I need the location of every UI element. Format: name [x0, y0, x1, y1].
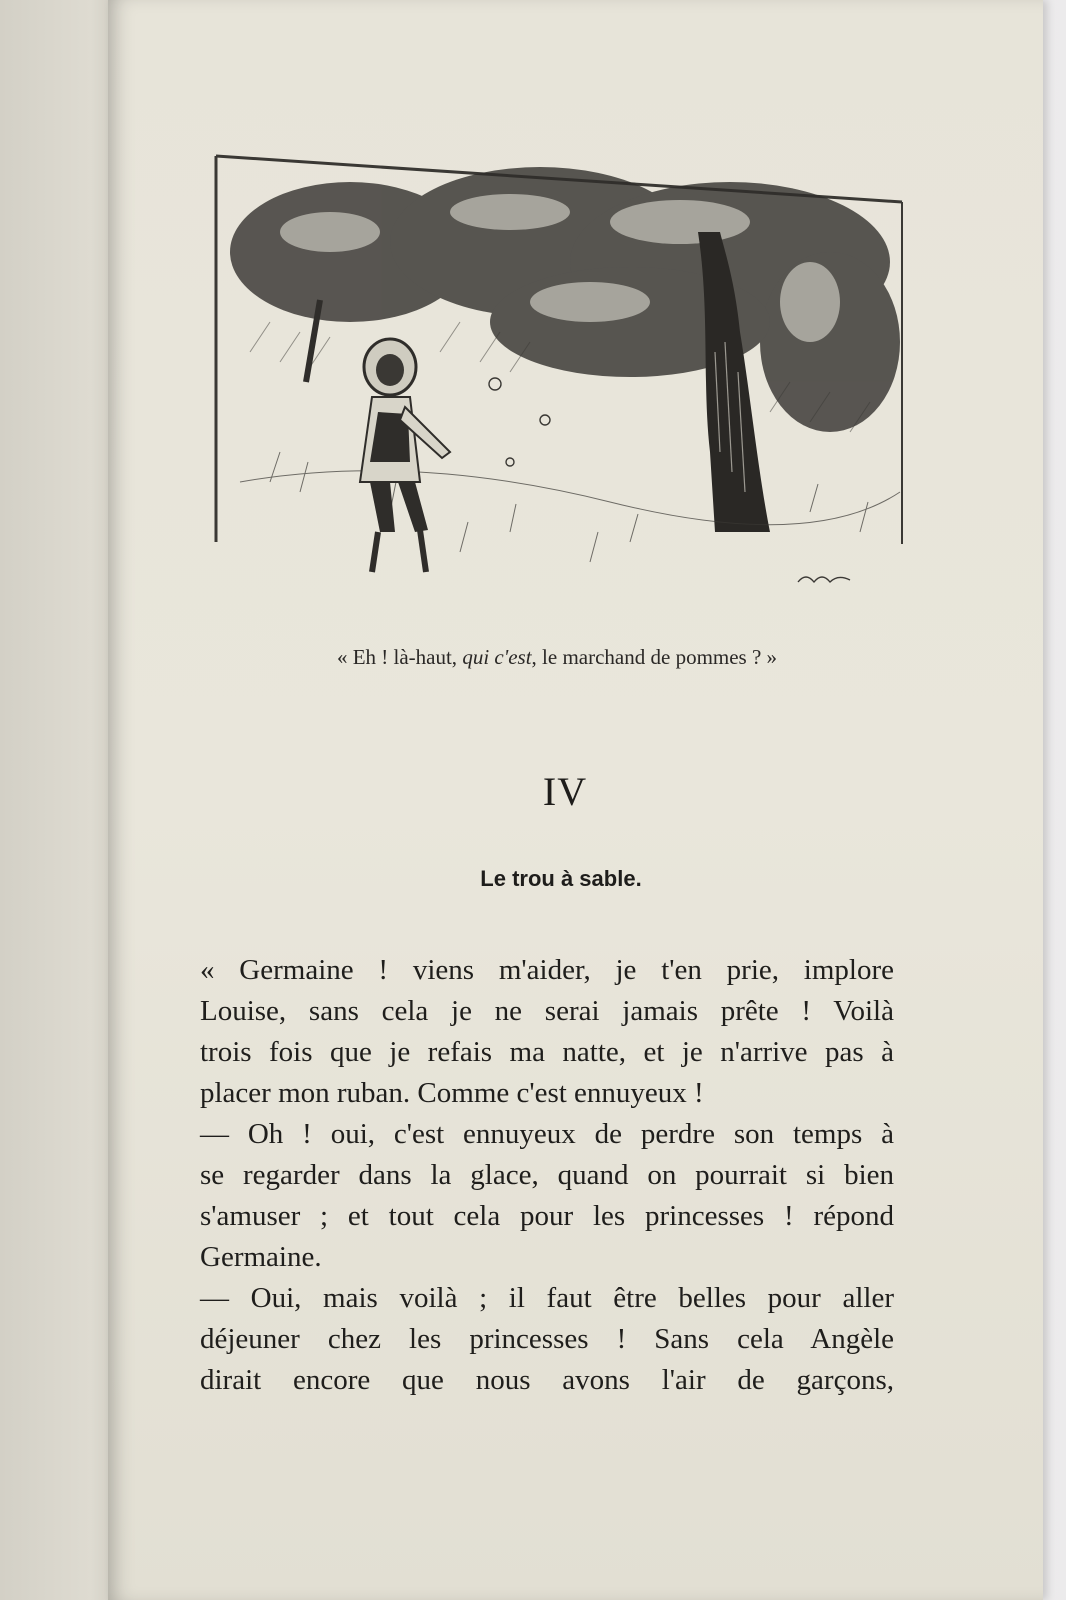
body-line-2: Louise, sans cela je ne serai jamais prête ! Voilà — [200, 995, 894, 1027]
body-line-10: déjeuner chez les princesses ! Sans cela Angèle — [200, 1323, 894, 1355]
body-line-3: trois fois que je refais ma natte, et je n'arrive pas à — [200, 1036, 894, 1068]
body-line-5: — Oh ! oui, c'est ennuyeux de perdre son temps à — [200, 1118, 894, 1150]
chapter-title: Le trou à sable. — [480, 866, 642, 891]
signature-icon — [798, 577, 850, 582]
engraving-illustration — [210, 152, 905, 612]
chapter-number: IV — [542, 769, 588, 814]
caption-prefix: « Eh ! là-haut, — [336, 645, 463, 669]
body-line-11: dirait encore que nous avons l'air de garçons, — [200, 1364, 894, 1396]
body-line-6: se regarder dans la glace, quand on pourrait si bien — [200, 1159, 894, 1191]
tree-boy-engraving-icon — [210, 152, 905, 612]
illustration-caption — [0, 645, 1066, 670]
body-line-9: — Oui, mais voilà ; il faut être belles pour aller — [200, 1282, 894, 1314]
caption-italic: qui c'est — [462, 645, 532, 669]
caption-suffix: , le marchand de pommes ? » — [531, 645, 778, 669]
body-line-4: placer mon ruban. Comme c'est ennuyeux ! — [200, 1077, 704, 1109]
body-line-8: Germaine. — [200, 1241, 322, 1273]
body-line-7: s'amuser ; et tout cela pour les princesses ! répond — [200, 1200, 894, 1232]
body-line-1: « Germaine ! viens m'aider, je t'en prie, implore — [200, 954, 894, 986]
